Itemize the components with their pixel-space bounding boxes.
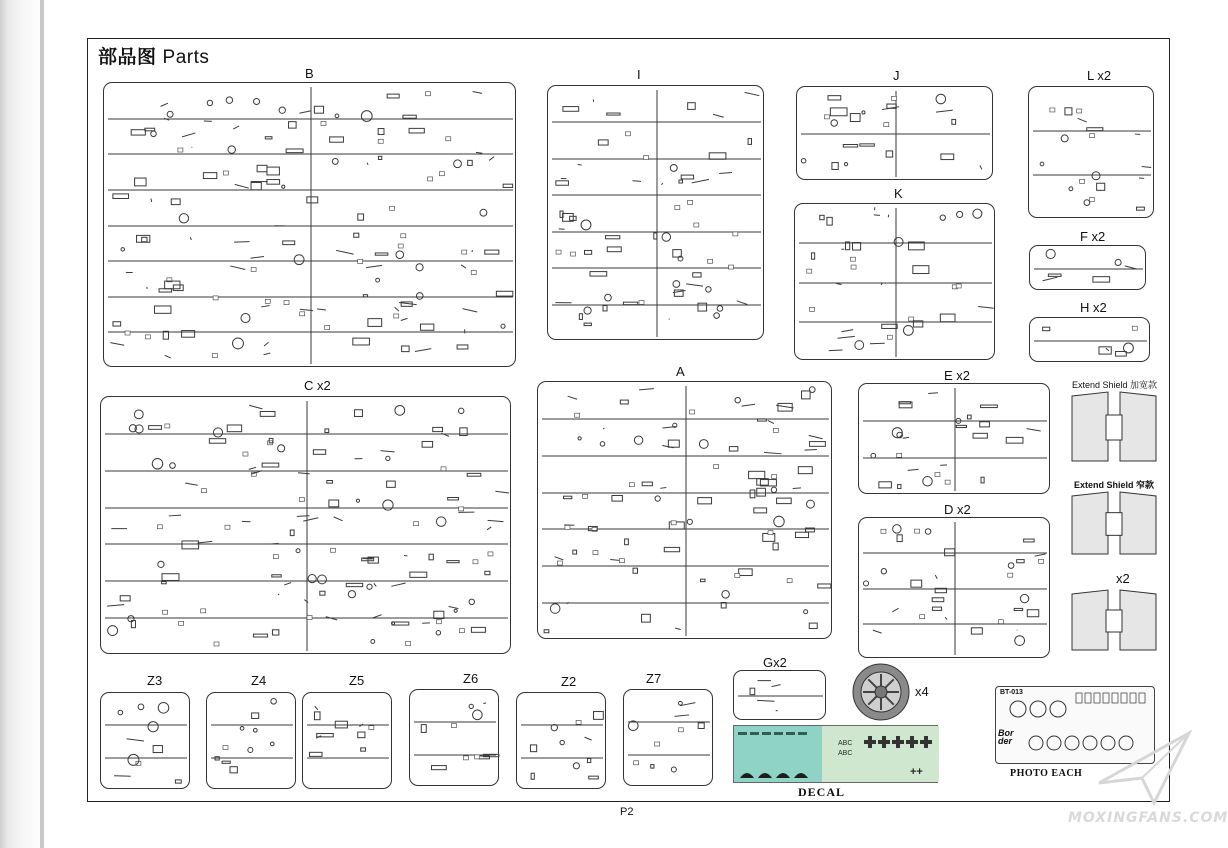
sprue-z4-label: Z4 bbox=[251, 673, 267, 688]
sprue-a-label: A bbox=[676, 364, 685, 379]
sprue-z6-label: Z6 bbox=[463, 671, 479, 686]
sprue-d-parts-drawing bbox=[859, 518, 1049, 657]
sprue-k-label: K bbox=[894, 186, 903, 201]
shield-wide-drawing bbox=[1068, 390, 1160, 465]
decal-marks-drawing bbox=[734, 726, 939, 784]
sprue-i-parts-drawing bbox=[548, 86, 763, 339]
photo-etch-label: PHOTO EACH bbox=[1010, 768, 1083, 779]
decal-label: DECAL bbox=[798, 785, 846, 799]
photo-etch-brand: Bor der bbox=[998, 728, 1014, 746]
sprue-k bbox=[794, 203, 995, 360]
sprue-z3-parts-drawing bbox=[101, 693, 189, 788]
sprue-z5-parts-drawing bbox=[303, 693, 391, 788]
wheel-x4-label: x4 bbox=[915, 684, 929, 699]
sprue-i-label: I bbox=[637, 67, 641, 82]
sprue-j-parts-drawing bbox=[797, 87, 992, 179]
sprue-b-label: B bbox=[305, 66, 314, 81]
sprue-d-label: D x2 bbox=[944, 502, 971, 517]
decal-text-1: ABC bbox=[838, 740, 853, 747]
sprue-h-parts-drawing bbox=[1030, 318, 1149, 361]
sprue-h-label: H x2 bbox=[1080, 300, 1107, 315]
title-cn: 部品图 bbox=[98, 47, 157, 68]
sprue-g bbox=[733, 670, 826, 720]
sprue-z7 bbox=[623, 689, 713, 786]
road-wheel-drawing bbox=[851, 662, 911, 722]
decal-sheet bbox=[733, 725, 938, 783]
sprue-a-parts-drawing bbox=[538, 382, 831, 638]
sprue-h bbox=[1029, 317, 1150, 362]
shield-narrow-drawing bbox=[1068, 490, 1160, 558]
shield-x2-label: x2 bbox=[1116, 571, 1130, 586]
sprue-i bbox=[547, 85, 764, 340]
sprue-z2 bbox=[516, 692, 606, 789]
sprue-z3 bbox=[100, 692, 190, 789]
sprue-z7-parts-drawing bbox=[624, 690, 712, 785]
sprue-f bbox=[1029, 245, 1146, 290]
photo-etch-code: BT-013 bbox=[1000, 689, 1023, 696]
sprue-z5 bbox=[302, 692, 392, 789]
sprue-e-parts-drawing bbox=[859, 384, 1049, 493]
sprue-z2-label: Z2 bbox=[561, 674, 577, 689]
shield-assembly-drawing bbox=[1068, 588, 1160, 654]
sprue-d bbox=[858, 517, 1050, 658]
sprue-z6 bbox=[409, 689, 499, 786]
sprue-g-label: Gx2 bbox=[763, 655, 787, 670]
page-title bbox=[98, 42, 209, 69]
sprue-j-label: J bbox=[893, 68, 900, 83]
sprue-f-label: F x2 bbox=[1080, 229, 1106, 244]
sprue-e bbox=[858, 383, 1050, 494]
watermark-text: MOXINGFANS.COM bbox=[1068, 810, 1228, 826]
sprue-z7-label: Z7 bbox=[646, 671, 662, 686]
sprue-b bbox=[103, 82, 516, 367]
sprue-z4 bbox=[206, 692, 296, 789]
sprue-c bbox=[100, 396, 511, 654]
sprue-a bbox=[537, 381, 832, 639]
sprue-z5-label: Z5 bbox=[349, 673, 365, 688]
sprue-c-label: C x2 bbox=[304, 378, 331, 393]
sprue-c-parts-drawing bbox=[101, 397, 510, 653]
sprue-g-parts-drawing bbox=[734, 671, 825, 719]
sprue-k-parts-drawing bbox=[795, 204, 994, 359]
shield-wide-label: Extend Shield 加宽款 bbox=[1072, 380, 1158, 390]
title-en: Parts bbox=[162, 47, 210, 68]
sprue-l-parts-drawing bbox=[1029, 87, 1153, 217]
decal-text-3: ++ bbox=[910, 766, 923, 778]
sprue-l-label: L x2 bbox=[1087, 68, 1112, 83]
page-number: P2 bbox=[620, 806, 634, 818]
page-binding-edge bbox=[0, 0, 46, 848]
sprue-f-parts-drawing bbox=[1030, 246, 1145, 289]
sprue-z6-parts-drawing bbox=[410, 690, 498, 785]
watermark-plane-icon bbox=[1094, 728, 1194, 808]
sprue-z4-parts-drawing bbox=[207, 693, 295, 788]
sprue-b-parts-drawing bbox=[104, 83, 515, 366]
decal-text-2: ABC bbox=[838, 750, 853, 757]
sprue-j bbox=[796, 86, 993, 180]
sprue-e-label: E x2 bbox=[944, 368, 971, 383]
shield-narrow-label: Extend Shield 窄款 bbox=[1074, 480, 1155, 490]
sprue-z3-label: Z3 bbox=[147, 673, 163, 688]
sprue-l bbox=[1028, 86, 1154, 218]
sprue-z2-parts-drawing bbox=[517, 693, 605, 788]
